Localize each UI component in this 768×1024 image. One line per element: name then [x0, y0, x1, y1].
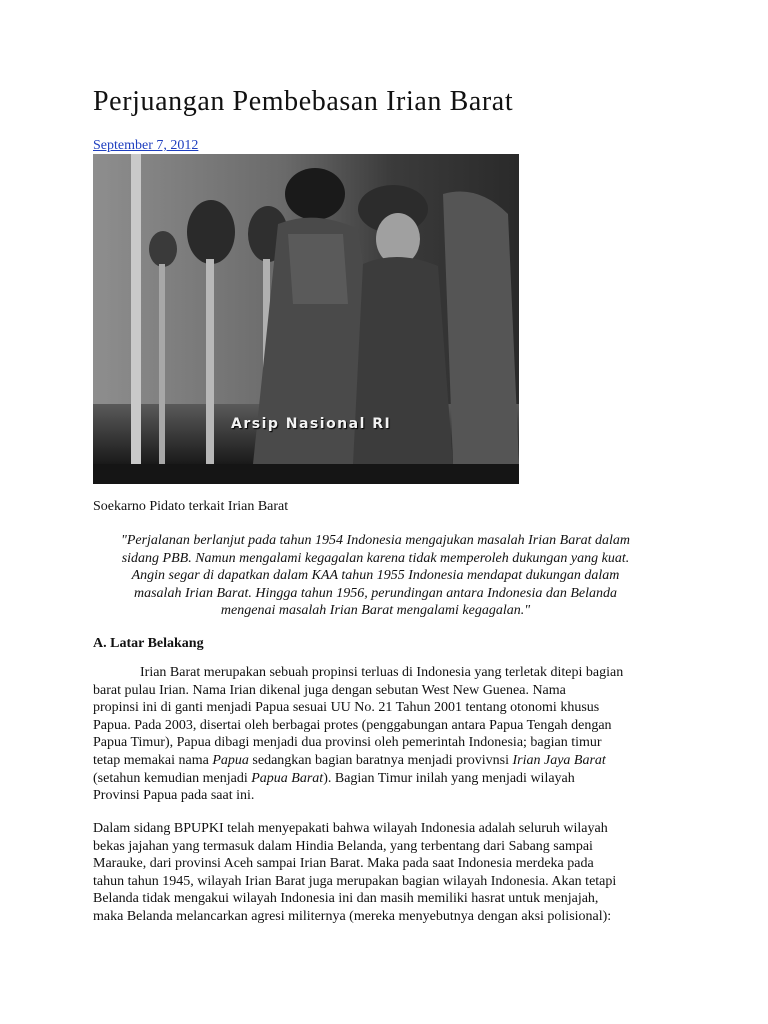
quote-line: sidang PBB. Namun mengalami kegagalan karena tidak memperoleh dukungan yang kuat.: [121, 550, 630, 566]
quote-line: mengenai masalah Irian Barat mengalami kegagalan.": [220, 603, 531, 618]
paragraph-line: tahun tahun 1945, wilayah Irian Barat juga merupakan bagian wilayah Indonesia. Akan tetapi: [93, 873, 617, 889]
paragraph-bpupki: [93, 820, 683, 926]
photo-illustration: [93, 154, 519, 484]
quote-line: masalah Irian Barat. Hingga tahun 1956, perundingan antara Indonesia dan Belanda: [134, 585, 617, 601]
archive-watermark: Arsip Nasional RI: [231, 416, 392, 432]
photo-caption: Soekarno Pidato terkait Irian Barat: [93, 499, 289, 514]
paragraph-latar-belakang: [93, 664, 683, 805]
quote-line: Angin segar di dapatkan dalam KAA tahun 1955 Indonesia mendapat dukungan dalam: [131, 568, 620, 583]
paragraph-line: propinsi ini di ganti menjadi Papua sesuai UU No. 21 Tahun 2001 tentang otonomi khusus: [93, 700, 600, 716]
paragraph-line: Papua Timur), Papua dibagi menjadi dua provinsi oleh pemerintah Indonesia; bagian timur: [93, 735, 602, 751]
paragraph-line: Dalam sidang BPUPKI telah menyepakati bahwa wilayah Indonesia adalah seluruh wilayah: [93, 821, 608, 836]
paragraph-line: Papua. Pada 2003, disertai oleh berbagai protes (penggabungan antara Papua Tengah dengan: [93, 717, 612, 733]
paragraph-line: [93, 752, 683, 770]
paragraph-line: maka Belanda melancarkan agresi militernya (mereka menyebutnya dengan aksi polisional):: [93, 908, 612, 924]
quote-line: "Perjalanan berlanjut pada tahun 1954 Indonesia mengajukan masalah Irian Barat dalam: [120, 533, 631, 548]
blockquote: [93, 532, 658, 620]
paragraph-line: Marauke, dari provinsi Aceh sampai Irian Barat. Maka pada saat Indonesia merdeka pada: [93, 856, 594, 872]
italic-term: Papua: [212, 752, 249, 768]
text-run: ). Bagian Timur inilah yang menjadi wilayah: [323, 770, 575, 786]
text-run: sedangkan bagian baratnya menjadi provivnsi: [248, 752, 513, 768]
paragraph-line: Provinsi Papua pada saat ini.: [93, 788, 255, 804]
italic-term: Irian Jaya Barat: [512, 752, 606, 768]
paragraph-line: bekas jajahan yang termasuk dalam Hindia Belanda, yang terbentang dari Sabang sampai: [93, 838, 593, 854]
text-run: (setahun kemudian menjadi: [93, 770, 252, 786]
paragraph-line: Irian Barat merupakan sebuah propinsi terluas di Indonesia yang terletak ditepi bagian: [140, 665, 624, 680]
section-heading: A. Latar Belakang: [93, 636, 204, 651]
italic-term: Papua Barat: [251, 770, 324, 786]
article-title: Perjuangan Pembebasan Irian Barat: [93, 86, 514, 117]
paragraph-line: Belanda tidak mengakui wilayah Indonesia ini dan masih memiliki hasrat untuk menjajah,: [93, 891, 599, 907]
text-run: tetap memakai nama: [93, 752, 213, 768]
paragraph-line: barat pulau Irian. Nama Irian dikenal juga dengan sebutan West New Guenea. Nama: [93, 682, 566, 698]
paragraph-line: [93, 770, 683, 788]
soekarno-speech-photo: [93, 154, 519, 484]
date-link[interactable]: September 7, 2012: [93, 138, 199, 153]
